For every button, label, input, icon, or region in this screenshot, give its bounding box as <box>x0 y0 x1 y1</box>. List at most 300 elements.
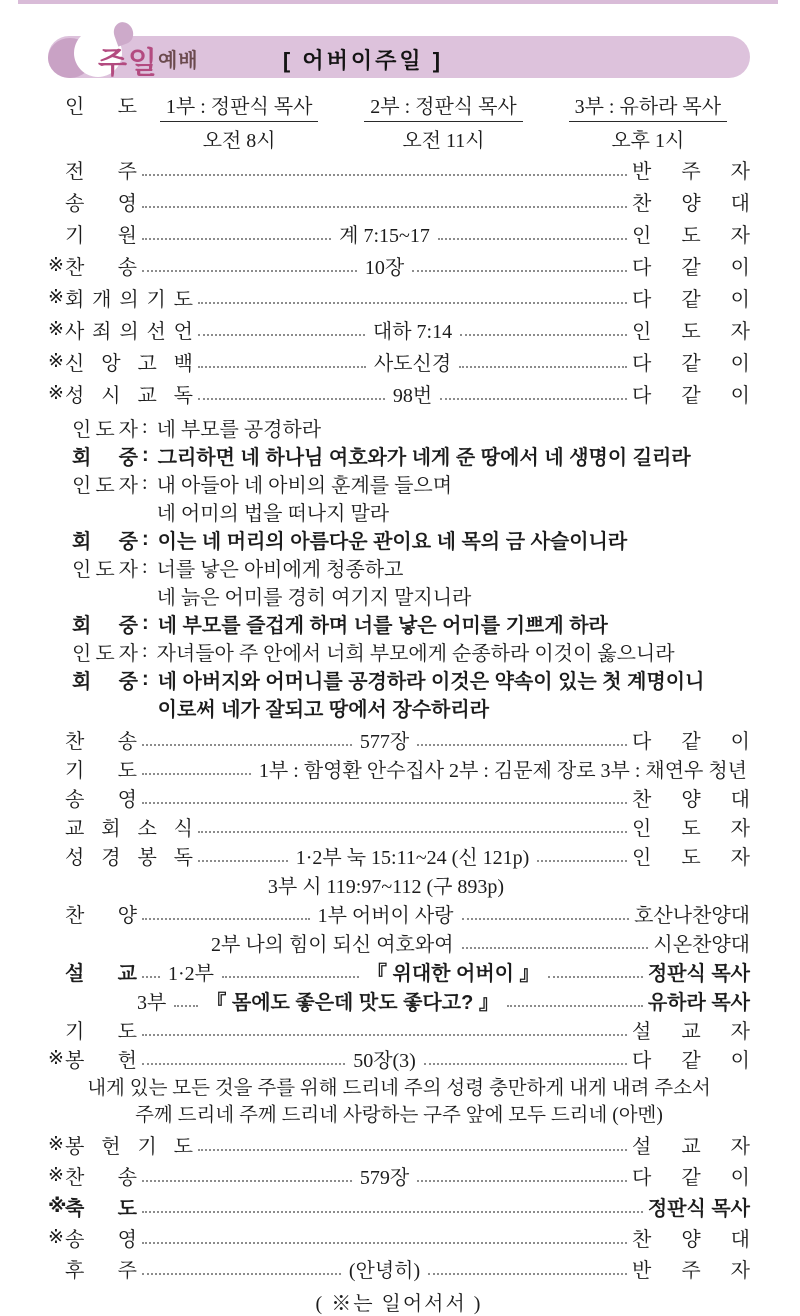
order-row <box>48 217 750 249</box>
label-char: 인 <box>72 474 92 497</box>
reading-colon: : <box>142 611 149 634</box>
dotted-leader <box>142 1231 627 1244</box>
label-char: 중 <box>118 614 138 637</box>
order-row <box>48 783 750 812</box>
standing-mark: ※ <box>48 1227 64 1248</box>
order-item-performer <box>632 1130 750 1159</box>
label-char: 이 <box>730 1167 750 1189</box>
label-char: 주 <box>117 160 137 183</box>
label-char: 도 <box>681 818 701 840</box>
label-char: 대 <box>730 789 750 811</box>
dotted-leader <box>438 227 627 240</box>
label-char: 도 <box>117 1198 137 1220</box>
label-char: 송 <box>65 789 85 811</box>
label-char: 개 <box>92 288 112 311</box>
order-item-performer <box>632 841 750 870</box>
order-row <box>48 1044 750 1073</box>
label-char: 도 <box>117 96 137 118</box>
dotted-leader <box>142 907 310 920</box>
label-char: 도 <box>681 320 701 343</box>
order-item-detail: 2부 나의 힘이 되신 여호와여 <box>211 934 454 956</box>
dotted-leader <box>412 259 627 272</box>
label-char: 설 <box>632 1021 652 1043</box>
reading-speaker <box>72 553 138 582</box>
reading-speaker <box>72 441 138 470</box>
label-char: 양 <box>681 1229 701 1251</box>
label-char: 반 <box>632 1260 652 1282</box>
reading-text: 내 아들아 네 아비의 훈계를 들으며 <box>156 474 453 497</box>
order-item-performer <box>632 379 750 408</box>
order-item-label <box>65 1044 137 1073</box>
label-char: 다 <box>632 384 652 407</box>
label-char: 도 <box>117 1021 137 1043</box>
order-item-label <box>65 379 193 408</box>
label-char: 찬 <box>632 1229 652 1251</box>
standing-mark: ※ <box>48 350 64 372</box>
dotted-leader <box>142 762 251 775</box>
order-item-label <box>65 812 193 841</box>
label-char: 자 <box>118 558 138 581</box>
order-item-performer <box>632 219 750 248</box>
dotted-leader <box>198 1138 627 1151</box>
reading-colon: : <box>142 639 148 662</box>
label-char: 이 <box>730 352 750 375</box>
label-char: 찬 <box>632 192 652 215</box>
order-row <box>48 1015 750 1044</box>
standing-mark: ※ <box>48 382 64 404</box>
label-char: 경 <box>101 847 121 869</box>
sermon-title: 『 몸에도 좋은데 맛도 좋다고? 』 <box>206 992 499 1014</box>
label-char: 헌 <box>101 1136 121 1158</box>
dotted-leader <box>142 733 352 746</box>
label-char: 같 <box>681 1167 701 1189</box>
order-item-performer <box>632 1254 750 1283</box>
order-item-label <box>65 251 137 280</box>
order-row <box>48 249 750 281</box>
order-item-label <box>65 1161 137 1190</box>
order-item-performer <box>632 725 750 754</box>
label-char: 다 <box>632 256 652 279</box>
label-char: 다 <box>632 1050 652 1072</box>
label-char: 인 <box>632 224 652 247</box>
order-item-performer: 정판식 목사 <box>647 963 750 985</box>
reading-speaker <box>72 637 138 666</box>
dotted-leader <box>198 291 627 304</box>
label-char: 자 <box>730 320 750 343</box>
order-item-performer <box>632 1044 750 1073</box>
reading-colon: : <box>142 443 149 466</box>
reading-colon: : <box>142 471 148 494</box>
reading-text: 이로써 네가 잘되고 땅에서 장수하리라 <box>157 698 490 721</box>
label-char: 송 <box>117 256 137 279</box>
label-char: 주 <box>681 160 701 183</box>
order-row <box>48 870 750 899</box>
sermon-part-label: 1·2부 <box>168 963 214 985</box>
label-char: 교 <box>65 818 85 840</box>
order-item-label <box>65 315 193 344</box>
order-item-detail: 577장 <box>359 731 410 753</box>
label-char: 기 <box>65 760 85 782</box>
order-row <box>48 281 750 313</box>
label-char: 같 <box>681 731 701 753</box>
reading-text: 네 어미의 법을 떠나지 말라 <box>156 502 390 525</box>
label-char: 기 <box>137 1136 157 1158</box>
standing-note: ( ※는 일어서서 ) <box>315 1293 483 1315</box>
conductors-row <box>48 90 750 153</box>
order-item-detail: 579장 <box>359 1167 410 1189</box>
label-char: 다 <box>632 1167 652 1189</box>
responsive-reading-line <box>72 637 750 665</box>
label-char: 도 <box>95 418 115 441</box>
order-item-label <box>65 1192 137 1221</box>
label-char: 기 <box>65 224 85 247</box>
order-item-label <box>65 841 193 870</box>
responsive-reading-line <box>72 581 750 609</box>
order-row <box>48 313 750 345</box>
label-char: 도 <box>173 288 193 311</box>
responsive-reading-line <box>72 469 750 497</box>
order-section-main <box>48 725 750 1073</box>
label-char: 이 <box>730 384 750 407</box>
dotted-leader <box>462 936 649 949</box>
banner-title: [ 어버이주일 ] <box>282 48 444 73</box>
reading-text: 이는 네 머리의 아름다운 관이요 네 목의 금 사슬이니라 <box>157 530 628 553</box>
order-row <box>48 986 750 1015</box>
label-char: 찬 <box>65 256 85 279</box>
order-item-performer <box>632 283 750 312</box>
label-char: 회 <box>101 818 121 840</box>
order-item-label <box>65 347 193 376</box>
label-char: 봉 <box>65 1136 85 1158</box>
dotted-leader <box>424 1052 627 1065</box>
label-char: 죄 <box>92 320 112 343</box>
label-char: 회 <box>72 614 92 637</box>
dotted-leader <box>507 994 643 1007</box>
label-char: 송 <box>65 1229 85 1251</box>
label-char: 시 <box>101 384 121 407</box>
order-item-performer <box>632 155 750 184</box>
order-item-label <box>65 1130 193 1159</box>
order-item-label <box>65 957 137 986</box>
dotted-leader <box>198 387 385 400</box>
label-char: 도 <box>117 760 137 782</box>
label-char: 교 <box>681 1021 701 1043</box>
label-char: 중 <box>118 670 138 693</box>
dotted-leader <box>222 965 359 978</box>
dotted-leader <box>142 1169 352 1182</box>
label-char: 자 <box>730 224 750 247</box>
service-conductor <box>546 90 750 153</box>
responsive-reading-line <box>72 497 750 525</box>
label-char: 인 <box>632 818 652 840</box>
label-char: 설 <box>65 963 85 985</box>
reading-speaker <box>72 469 138 498</box>
label-char: 사 <box>65 320 85 343</box>
dotted-leader <box>440 387 627 400</box>
order-item-detail: 1·2부 눅 15:11~24 (신 121p) <box>295 847 530 869</box>
responsive-reading-line <box>72 553 750 581</box>
label-char: 독 <box>173 384 193 407</box>
order-item-performer <box>632 347 750 376</box>
order-item-label <box>65 1254 137 1283</box>
dotted-leader <box>417 733 627 746</box>
order-item-label <box>65 754 137 783</box>
label-char: 성 <box>65 384 85 407</box>
responsive-reading-line <box>72 525 750 553</box>
responsive-reading-line <box>72 665 750 693</box>
standing-mark: ※ <box>48 318 64 340</box>
order-item-detail: 사도신경 <box>373 352 452 375</box>
order-row <box>48 754 750 783</box>
order-item-label <box>65 783 137 812</box>
conductor-name: 3부 : 유하라 목사 <box>569 90 727 122</box>
dotted-leader <box>142 1052 345 1065</box>
logo-main-text: 주일 <box>98 47 158 80</box>
order-row <box>48 841 750 870</box>
label-char: 대 <box>730 1229 750 1251</box>
dotted-leader <box>142 1262 341 1275</box>
label-char: 자 <box>118 474 138 497</box>
dotted-leader <box>198 323 365 336</box>
label-char: 회 <box>65 288 85 311</box>
label-char: 자 <box>118 642 138 665</box>
label-char: 다 <box>632 352 652 375</box>
order-row <box>48 928 750 957</box>
label-char: 도 <box>681 847 701 869</box>
reading-text: 네 부모를 즐겁게 하며 너를 낳은 어미를 기쁘게 하라 <box>157 614 608 637</box>
label-char: 다 <box>632 288 652 311</box>
label-char: 도 <box>95 642 115 665</box>
reading-speaker <box>72 525 138 554</box>
label-char: 설 <box>632 1136 652 1158</box>
order-item-label <box>65 1015 137 1044</box>
standing-mark: ※ <box>48 254 64 276</box>
order-row <box>48 1191 750 1222</box>
order-item-performer: 시온찬양대 <box>653 934 750 956</box>
label-char: 성 <box>65 847 85 869</box>
standing-mark: ※ <box>48 1048 64 1069</box>
label-char: 고 <box>137 352 157 375</box>
label-char: 인 <box>72 558 92 581</box>
order-section-closing <box>48 1129 750 1284</box>
order-row <box>48 1222 750 1253</box>
order-row <box>48 185 750 217</box>
reading-speaker <box>72 609 138 638</box>
reading-text: 네 아버지와 어머니를 공경하라 이것은 약속이 있는 첫 계명이니 <box>157 670 705 693</box>
label-char: 소 <box>137 818 157 840</box>
label-char: 선 <box>146 320 166 343</box>
label-char: 같 <box>681 352 701 375</box>
label-char: 독 <box>173 847 193 869</box>
sermon-part-label: 3부 <box>137 992 167 1014</box>
order-item-label <box>65 155 137 184</box>
label-char: 양 <box>681 192 701 215</box>
service-time: 오전 8시 <box>202 130 276 152</box>
order-item-performer <box>632 783 750 812</box>
label-char: 축 <box>65 1198 85 1220</box>
order-item-detail: (안녕히) <box>348 1260 421 1282</box>
bulletin-logo <box>98 38 199 82</box>
order-item-performer: 정판식 목사 <box>647 1198 750 1220</box>
label-char: 자 <box>730 1260 750 1282</box>
label-char: 같 <box>681 1050 701 1072</box>
responsive-reading-block <box>72 413 750 721</box>
label-char: 봉 <box>137 847 157 869</box>
label-char: 교 <box>137 384 157 407</box>
sermon-title: 『 위대한 어버이 』 <box>366 963 540 985</box>
order-row <box>48 377 750 409</box>
label-char: 기 <box>65 1021 85 1043</box>
order-item-detail: 3부 시 119:97~112 (구 893p) <box>267 876 505 898</box>
order-item-label <box>65 725 137 754</box>
order-item-performer <box>632 315 750 344</box>
responsive-reading-line <box>72 413 750 441</box>
label-char: 반 <box>632 160 652 183</box>
order-item-performer: 호산나찬양대 <box>634 905 750 927</box>
dotted-leader <box>460 323 627 336</box>
responsive-reading-line <box>72 609 750 637</box>
dotted-leader <box>417 1169 627 1182</box>
label-char: 주 <box>117 1260 137 1282</box>
label-char: 같 <box>681 256 701 279</box>
label-char: 백 <box>173 352 193 375</box>
label-char: 송 <box>117 1167 137 1189</box>
label-char: 도 <box>95 558 115 581</box>
label-char: 자 <box>730 160 750 183</box>
order-item-performer <box>632 1223 750 1252</box>
reading-colon: : <box>142 667 149 690</box>
label-char: 의 <box>119 288 139 311</box>
standing-mark: ※ <box>48 1165 64 1186</box>
label-char: 양 <box>117 905 137 927</box>
label-char: 주 <box>681 1260 701 1282</box>
bulletin-header-bar <box>48 36 750 78</box>
reading-colon: : <box>142 555 148 578</box>
label-char: 자 <box>730 1136 750 1158</box>
order-item-label <box>65 283 193 312</box>
label-char: 영 <box>117 789 137 811</box>
order-item-detail: 1부 : 함영환 안수집사 2부 : 김문제 장로 3부 : 채연우 청년 <box>258 760 747 782</box>
label-char: 도 <box>173 1136 193 1158</box>
label-char: 기 <box>146 288 166 311</box>
label-char: 원 <box>117 224 137 247</box>
label-char: 영 <box>117 1229 137 1251</box>
dotted-leader <box>198 849 288 862</box>
order-item-detail: 50장(3) <box>353 1050 416 1072</box>
service-conductor <box>137 90 341 153</box>
order-row <box>48 899 750 928</box>
label-char: 자 <box>730 1021 750 1043</box>
responsive-reading-line <box>72 693 750 721</box>
label-char: 회 <box>72 530 92 553</box>
label-char: 교 <box>681 1136 701 1158</box>
page-top-strip <box>18 0 778 4</box>
label-char: 신 <box>65 352 85 375</box>
label-char: 전 <box>65 160 85 183</box>
reading-text: 네 부모를 공경하라 <box>156 418 322 441</box>
dotted-leader <box>142 195 627 208</box>
dotted-leader <box>428 1262 627 1275</box>
conductors-services <box>137 90 750 153</box>
order-row <box>48 1253 750 1284</box>
reading-speaker <box>72 413 138 442</box>
label-char: 의 <box>119 320 139 343</box>
order-item-performer <box>632 251 750 280</box>
label-char: 인 <box>632 847 652 869</box>
label-char: 이 <box>730 288 750 311</box>
label-char: 찬 <box>632 789 652 811</box>
order-row <box>48 957 750 986</box>
label-char: 인 <box>72 642 92 665</box>
reading-text: 너를 낳은 아비에게 청종하고 <box>156 558 404 581</box>
reading-text: 그리하면 네 하나님 여호와가 네게 준 땅에서 네 생명이 길리라 <box>157 446 691 469</box>
dotted-leader <box>142 163 627 176</box>
dotted-leader <box>142 791 627 804</box>
order-row <box>48 812 750 841</box>
label-char: 인 <box>632 320 652 343</box>
label-char: 회 <box>72 670 92 693</box>
label-char: 이 <box>730 1050 750 1072</box>
order-item-detail: 1부 어버이 사랑 <box>317 905 454 927</box>
label-char: 앙 <box>101 352 121 375</box>
reading-colon: : <box>142 415 148 438</box>
service-time: 오전 11시 <box>402 130 485 152</box>
service-conductor <box>341 90 545 153</box>
order-item-label <box>65 187 137 216</box>
order-item-detail: 10장 <box>364 256 405 279</box>
order-item-label <box>65 219 137 248</box>
order-item-label <box>65 1223 137 1252</box>
label-char: 인 <box>65 96 85 118</box>
label-char: 찬 <box>65 905 85 927</box>
label-char: 교 <box>117 963 137 985</box>
label-char: 후 <box>65 1260 85 1282</box>
dotted-leader <box>142 1023 627 1036</box>
label-char: 송 <box>65 192 85 215</box>
reading-text: 네 늙은 어미를 경히 여기지 말지니라 <box>156 586 472 609</box>
order-item-detail: 98번 <box>392 384 433 407</box>
order-row <box>48 1160 750 1191</box>
offering-hymn-line: 내게 있는 모든 것을 주를 위해 드리네 주의 성령 충만하게 내게 내려 주소서 <box>87 1078 711 1099</box>
order-row <box>48 725 750 754</box>
dotted-leader <box>142 965 160 978</box>
label-char: 이 <box>730 256 750 279</box>
label-char: 찬 <box>65 731 85 753</box>
conductor-name: 1부 : 정판식 목사 <box>160 90 318 122</box>
label-char: 다 <box>632 731 652 753</box>
label-char: 식 <box>173 818 193 840</box>
label-char: 자 <box>730 847 750 869</box>
dotted-leader <box>459 355 627 368</box>
label-char: 인 <box>72 418 92 441</box>
offering-hymn-line: 주께 드리네 주께 드리네 사랑하는 구주 앞에 모두 드리네 (아멘) <box>135 1105 663 1126</box>
label-char: 자 <box>730 818 750 840</box>
order-item-label <box>65 899 137 928</box>
label-char: 찬 <box>65 1167 85 1189</box>
order-item-performer <box>632 1015 750 1044</box>
order-row <box>48 153 750 185</box>
service-time: 오후 1시 <box>611 130 685 152</box>
label-char: 도 <box>95 474 115 497</box>
label-char: 도 <box>681 224 701 247</box>
order-item-performer <box>632 1161 750 1190</box>
label-char: 양 <box>681 789 701 811</box>
label-char: 중 <box>118 530 138 553</box>
order-item-detail: 대하 7:14 <box>372 320 453 343</box>
dotted-leader <box>537 849 627 862</box>
order-item-performer: 유하라 목사 <box>647 992 750 1014</box>
label-char: 헌 <box>117 1050 137 1072</box>
